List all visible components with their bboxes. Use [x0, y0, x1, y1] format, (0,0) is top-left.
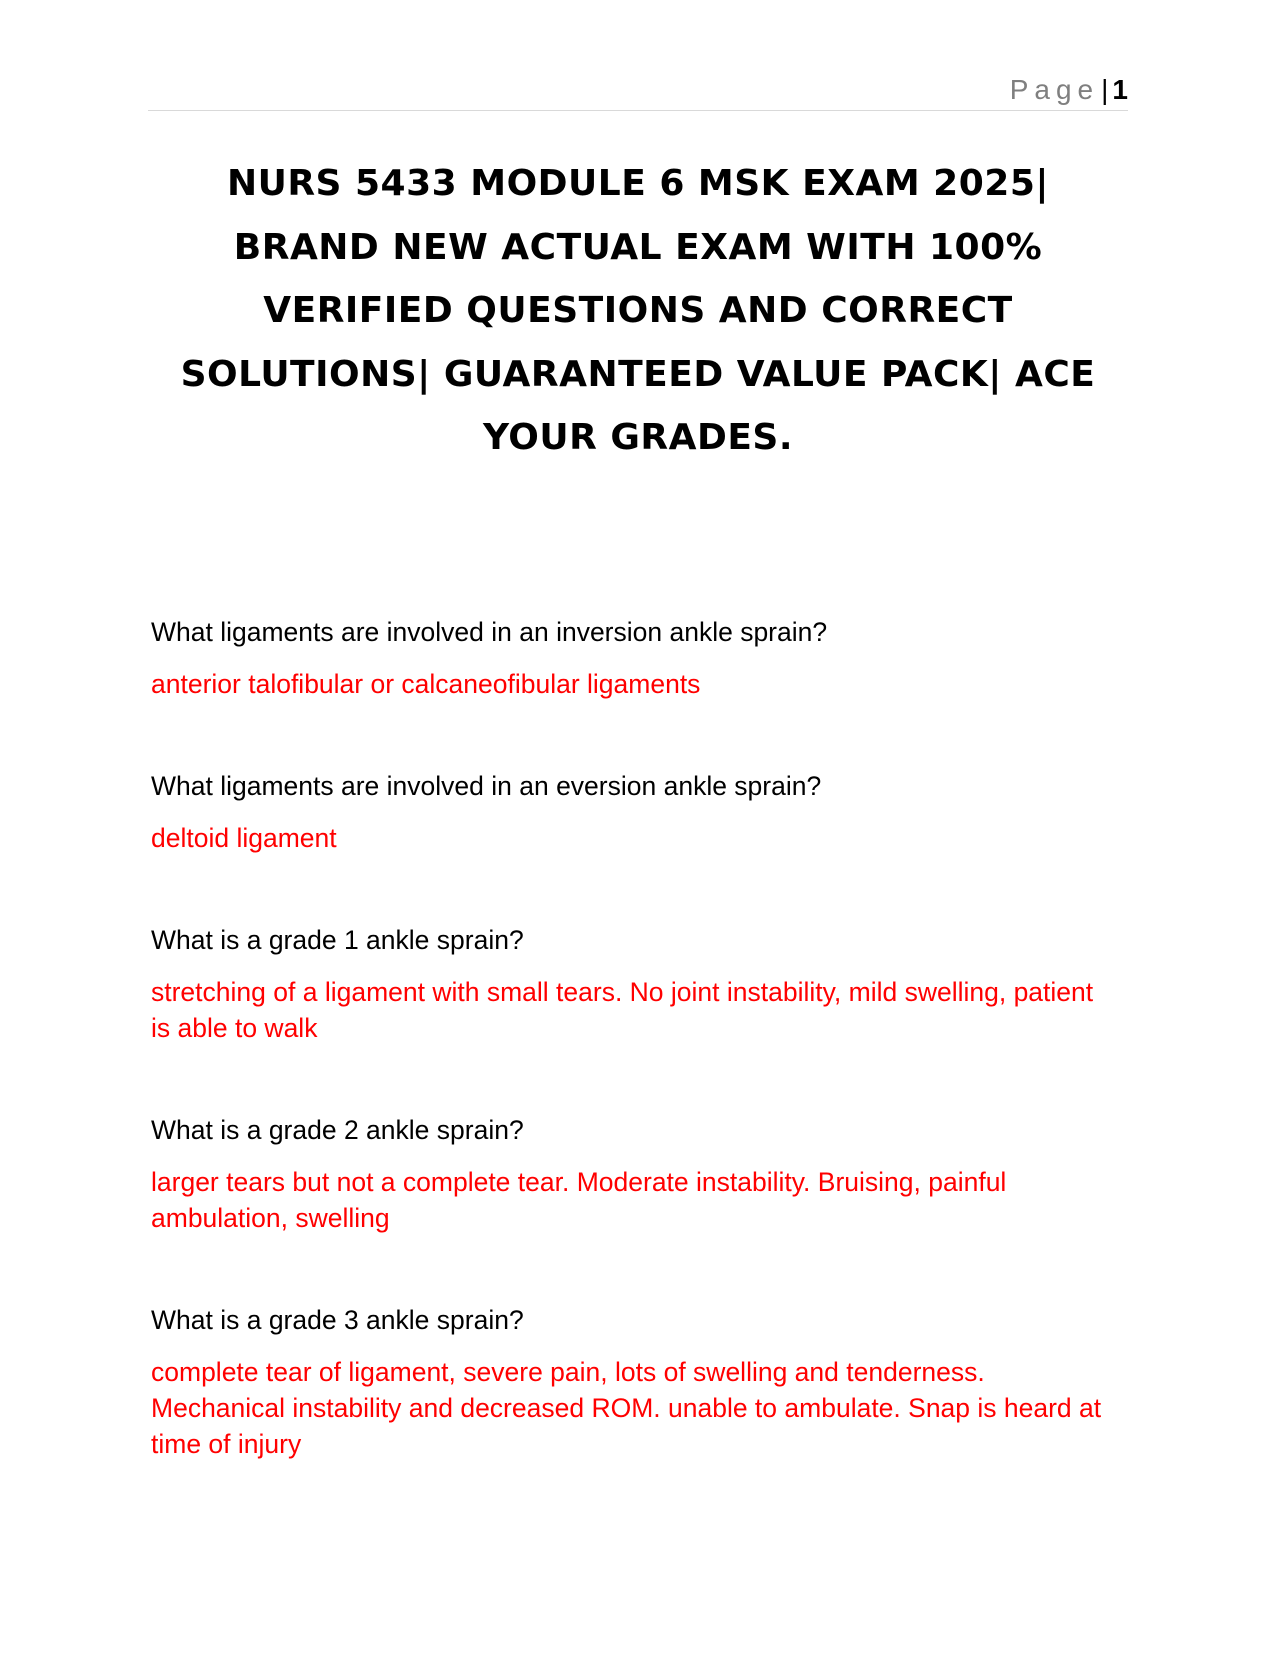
qa-item	[151, 1112, 1111, 1236]
qa-list	[151, 614, 1111, 1462]
question-text: What is a grade 1 ankle sprain?	[151, 925, 524, 955]
page-separator: |	[1101, 74, 1109, 105]
answer-text: stretching of a ligament with small tears. No joint instability, mild swelling, patient is able to walk	[151, 977, 1094, 1043]
answer-text: anterior talofibular or calcaneofibular ligaments	[151, 669, 701, 699]
page-label: Page	[1009, 74, 1100, 105]
answer-text: deltoid ligament	[151, 823, 337, 853]
qa-item	[151, 614, 1111, 702]
question-text: What ligaments are involved in an eversion ankle sprain?	[151, 771, 822, 801]
question-text: What is a grade 2 ankle sprain?	[151, 1115, 524, 1145]
question-text: What is a grade 3 ankle sprain?	[151, 1305, 524, 1335]
question-text: What ligaments are involved in an inversion ankle sprain?	[151, 617, 828, 647]
qa-item	[151, 922, 1111, 1046]
qa-item	[151, 1302, 1111, 1462]
document-title: NURS 5433 MODULE 6 MSK EXAM 2025| BRAND NEW ACTUAL EXAM WITH 100% VERIFIED QUESTIONS AND CORRECT SOLUTIONS| GUARANTEED VALUE PACK| ACE YOUR GRADES.	[180, 163, 1096, 458]
page-number: 1	[1112, 74, 1128, 105]
answer-text: larger tears but not a complete tear. Moderate instability. Bruising, painful ambulation, swelling	[151, 1167, 1007, 1233]
page-header	[148, 74, 1128, 111]
answer-text: complete tear of ligament, severe pain, lots of swelling and tenderness. Mechanical instability and decreased ROM. unable to ambulate. Snap is heard at time of injury	[151, 1357, 1102, 1459]
qa-item	[151, 768, 1111, 856]
